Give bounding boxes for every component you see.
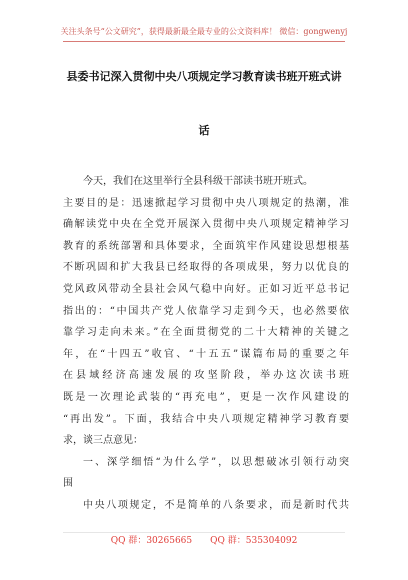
footer-qq-group-2: QQ 群：535304092 xyxy=(210,536,298,546)
document-title: 县委书记深入贯彻中央八项规定学习教育读书班开班式讲 xyxy=(66,70,342,83)
body-line: 教育的系统部署和具体要求，全面筑牢作风建设思想根基 xyxy=(63,240,349,252)
section-heading-line: 围 xyxy=(63,478,73,490)
body-line: 指出的：“中国共产党人依靠学习走到今天，也必然要依 xyxy=(63,305,349,317)
document-title-continued: 话 xyxy=(198,124,210,137)
footer-divider xyxy=(63,532,345,533)
section-heading-line: 一、深学细悟“为什么学”，以思想破冰引领行动突 xyxy=(83,456,349,468)
footer-contact xyxy=(0,536,408,547)
footer-qq-group-1: QQ 群：30265665 xyxy=(110,536,193,546)
document-body xyxy=(63,171,349,517)
body-line: 中央八项规定，不是简单的八条要求，而是新时代共 xyxy=(83,499,349,511)
body-line: 求，谈三点意见： xyxy=(63,435,143,447)
body-line: 主要目的是：迅速掀起学习贯彻中央八项规定的热潮，准 xyxy=(63,197,349,209)
body-line: 今天，我们在这里举行全县科级干部读书班开班式。 xyxy=(83,176,313,187)
header-divider xyxy=(63,41,345,42)
body-line: 在县域经济高速发展的攻坚阶段，举办这次读书班 xyxy=(63,370,349,382)
body-line: 不断巩固和扩大我县已经取得的各项成果，努力以优良的 xyxy=(63,262,349,274)
body-line: 确解读党中央在全党开展深入贯彻中央八项规定精神学习 xyxy=(63,219,349,231)
body-line: 年，在“十四五”收官、“十五五”谋篇布局的重要之年 xyxy=(63,348,349,360)
body-line: 既是一次理论武装的“再充电”，更是一次作风建设的 xyxy=(63,391,349,403)
body-line: 党风政风带动全县社会风气稳中向好。正如习近平总书记 xyxy=(63,283,349,295)
body-line: “再出发”。下面，我结合中央八项规定精神学习教育要 xyxy=(63,413,349,425)
body-line: 靠学习走向未来。”在全面贯彻党的二十大精神的关键之 xyxy=(63,327,349,339)
header-banner: 关注头条号“公文研究”，获得最新最全最专业的公文资料库！ 微信：gongwenyj xyxy=(60,27,348,36)
